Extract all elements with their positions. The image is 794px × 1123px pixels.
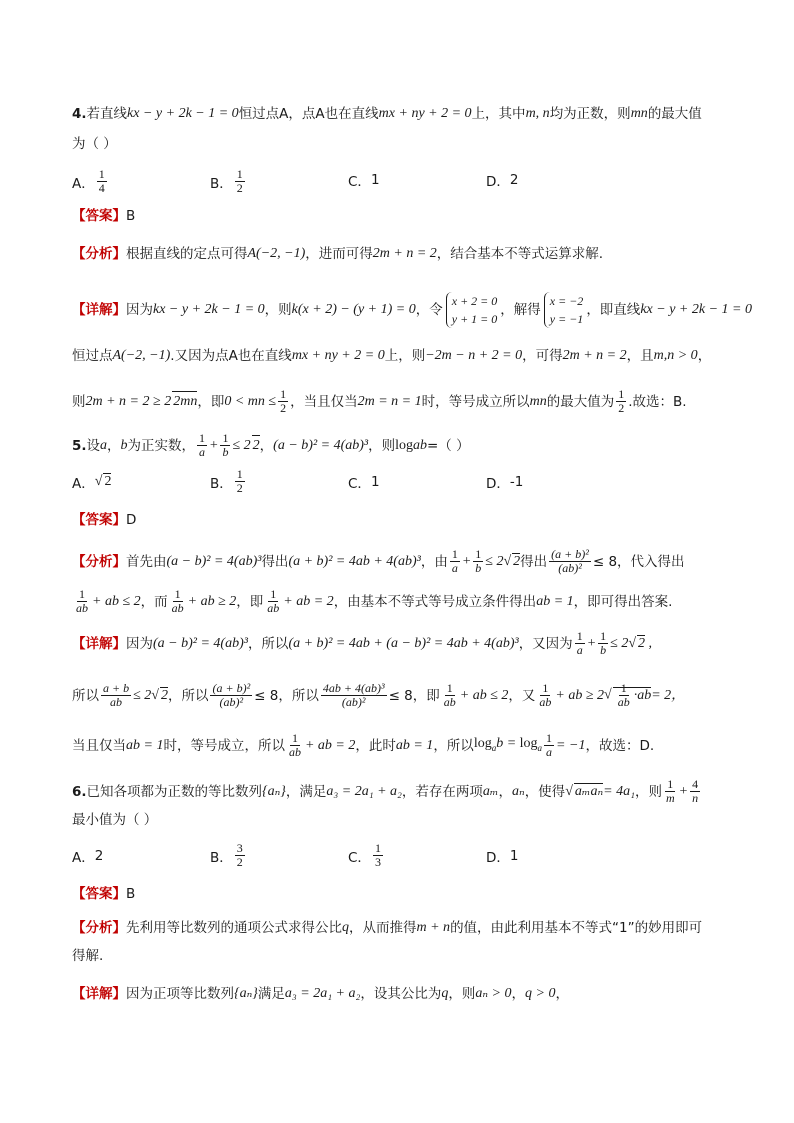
q5-text: 为正实数， [127, 437, 196, 454]
q6-answer [72, 884, 722, 904]
option-text: 1 [509, 848, 519, 864]
analysis-text: ，由 [420, 553, 448, 570]
detail-text: ，所以 [167, 687, 209, 704]
q6-analysis-line2: 得解. [72, 948, 104, 964]
option-letter: A． [72, 175, 95, 192]
analysis-text: ，进而可得 [305, 246, 373, 262]
detail-math: ab = 1 [126, 737, 164, 753]
option-fraction: $\frac{1}{3}$ [374, 841, 381, 869]
equation-system-1: x + 2 = 0 y + 1 = 0 [446, 292, 498, 328]
analysis-text: 根据直线的定点可得 [126, 246, 248, 262]
fraction: $\frac{1}{ab}$ [76, 587, 88, 615]
detail-text: ， [511, 986, 525, 1002]
detail-math: 0 < mn ≤ [224, 393, 277, 409]
option-letter: B． [210, 849, 233, 866]
option-letter: C． [348, 849, 371, 866]
q4-number: 4. [72, 106, 87, 122]
analysis-text: ，而 [140, 593, 168, 610]
q6-text: ，若存在两项 [401, 783, 483, 800]
option-fraction: $\frac{1}{2}$ [236, 167, 243, 195]
q4-analysis [72, 244, 722, 264]
analysis-text: ，结合基本不等式运算求解. [436, 246, 604, 262]
analysis-tag: 【分析】 [72, 246, 126, 262]
option-sqrt: √ 2 [94, 474, 112, 489]
answer-value: D [126, 512, 137, 528]
fraction: $\frac{1}{m}$ [665, 777, 675, 805]
option-letter: A． [72, 850, 95, 866]
detail-text: ，所以 [433, 737, 474, 754]
option-text: 1 [370, 474, 380, 490]
q6-math: a₃ = 2a₁ + a₂ [326, 783, 402, 799]
detail-math: = −1 [556, 737, 586, 753]
fraction: $\frac{1}{a}$ [576, 629, 583, 657]
option-letter: C． [348, 174, 371, 190]
detail-text: 因为 [126, 635, 153, 652]
option-letter: D． [486, 476, 510, 492]
fraction: $\frac{a + b}{ab}$ [103, 681, 130, 709]
analysis-text: 得出 [261, 553, 289, 570]
detail-text: ，则 [448, 986, 476, 1002]
q6-stem-line1: 6. 已知各项都为正数的等比数列 {aₙ} ，满足 a₃ = 2a₁ + a₂ ，若存在两项 aₘ ， aₙ ，使得 √ aₘaₙ = 4a₁ ，则 $\frac{1}{m}$ + $\frac{4}{n}$ [72, 777, 699, 805]
fraction: $\frac{1}{b}$ [475, 547, 482, 575]
fraction: $\frac{1}{ab}$ [443, 681, 456, 709]
analysis-text: 先利用等比数列的通项公式求得公比 [126, 920, 342, 936]
q6-analysis-line1 [72, 918, 722, 938]
q4-option-a[interactable] [72, 168, 109, 195]
detail-math: mn [529, 393, 547, 409]
q6-option-d[interactable] [486, 846, 519, 866]
detail-text: ，又因为 [518, 635, 573, 652]
detail-math: {aₙ} [234, 986, 258, 1001]
detail-math: q > 0 [525, 986, 556, 1001]
detail-text: ≤ 8，所以 [254, 687, 319, 704]
q5-var: b [120, 437, 128, 453]
analysis-math: (a + b)² = 4ab + 4(ab)³ [288, 553, 421, 569]
q5-number: 5. [72, 437, 87, 454]
analysis-math: m + n [416, 920, 451, 935]
q4-option-b[interactable] [210, 168, 247, 195]
detail-math: + ab = 2 [304, 737, 356, 753]
analysis-math: ab = 1 [536, 593, 574, 609]
q5-text: ，则 [368, 437, 396, 454]
q6-math: aₙ [512, 783, 525, 799]
analysis-math: q [342, 920, 349, 935]
fraction: $\frac{\text{(a + b)²}}{\text{(ab)²}}$ [212, 681, 251, 709]
detail-text: ，又 [508, 687, 536, 704]
q6-math: {aₙ} [262, 783, 286, 799]
detail-math: −2m − n + 2 = 0 [425, 348, 523, 363]
detail-math: = 2， [651, 687, 686, 703]
q5-var: a [100, 437, 108, 453]
detail-math: 2m + n = 2 ≥ 2 [85, 393, 172, 409]
analysis-math: 2m + n = 2 [372, 246, 437, 261]
detail-text: 因为正项等比数列 [126, 986, 234, 1002]
q5-detail-line2: 所以 $\frac{a + b}{ab}$ ≤ 2√ 2 ，所以 $\frac{\text{(a + b)²}}{\text{(ab)²}}$ ≤ 8，所以 $\frac{\text{4ab + 4(ab)³}}{\text{(ab)²}}$ ≤ 8，即 $\frac{1}{ab}$ + ab ≤ 2 ，又 $\frac{1}{ab}$ + ab ≥ 2 √ $\frac{1}{ab}$ ·ab = 2， [72, 681, 686, 709]
q6-math: aₘ [482, 783, 499, 799]
q4-equation-2: mx + ny + 2 = 0 [378, 106, 472, 121]
analysis-math: + ab ≤ 2 [92, 593, 141, 609]
q6-option-c[interactable] [348, 842, 385, 869]
fraction: $\frac{1}{ab}$ [288, 731, 301, 759]
q4-stem-line2: 为（ ） [72, 136, 117, 152]
q6-text: 已知各项都为正数的等比数列 [86, 783, 263, 800]
q5-math: ≤ 2 [232, 437, 251, 453]
fraction: $\frac{1}{2}$ [618, 387, 625, 415]
analysis-math: (a − b)² = 4(ab)³ [166, 553, 262, 569]
detail-math: A(−2, −1) [112, 348, 171, 363]
analysis-text: 得出 [520, 553, 548, 570]
answer-tag: 【答案】 [72, 208, 126, 224]
detail-text: 则 [72, 393, 86, 410]
q4-detail-line3 [72, 388, 722, 415]
q5-detail-line1: 【详解】 因为 (a − b)² = 4(ab)³ ，所以 (a + b)² = 4ab + (a − b)² = 4ab + 4(ab)³ ，又因为 $\frac{1}{a}$ + $\frac{1}{b}$ ≤ 2√ 2 , [72, 629, 653, 657]
fraction: $\frac{4}{n}$ [692, 777, 699, 805]
q6-text: ， [498, 783, 512, 800]
q5-log-base: a [413, 437, 420, 453]
option-letter: D． [486, 174, 510, 190]
q5-stem: 5. 设 a ， b 为正实数， $\frac{1}{a}$ + $\frac{1}{b}$ ≤ 2 2 ， (a − b)² = 4(ab)³ ，则 log a b =（ ） [72, 431, 470, 459]
q6-text: ，满足 [285, 783, 327, 800]
answer-tag: 【答案】 [72, 512, 126, 528]
option-letter: A． [72, 476, 95, 492]
q4-stem-line1 [72, 104, 722, 124]
detail-text: 满足 [257, 986, 285, 1002]
detail-math: 2m + n = 2 [562, 348, 627, 363]
q5-option-a[interactable] [72, 472, 111, 492]
q5-option-c[interactable] [348, 472, 380, 492]
q6-option-b[interactable] [210, 842, 247, 869]
detail-text: ，即 [197, 393, 225, 410]
sqrt-expression: 2 [252, 435, 260, 456]
detail-text: 时，等号成立，所以 [163, 737, 285, 754]
q5-math: (a − b)² = 4(ab)³ [273, 437, 369, 453]
analysis-math: + ab ≥ 2 [187, 593, 237, 609]
detail-text: ，所以 [247, 635, 289, 652]
analysis-text: ，即 [236, 593, 264, 610]
q4-text: 恒过点A，点A也在直线 [238, 106, 379, 122]
q5-text: =（ ） [427, 437, 470, 454]
detail-math: + ab ≥ 2 [555, 687, 605, 703]
fraction: $\frac{1}{a}$ [199, 431, 206, 459]
q4-text: 的最大值 [647, 106, 702, 122]
q5-text: 设 [86, 437, 101, 454]
option-letter: B． [210, 475, 233, 492]
fraction: $\frac{1}{a}$ [451, 547, 458, 575]
q4-var-mn2: mn [630, 106, 648, 121]
detail-text: ≤ 8，即 [388, 687, 440, 704]
q6-number: 6. [72, 783, 87, 800]
q5-answer [72, 510, 722, 530]
analysis-text: 的值，由此利用基本不等式“1”的妙用即可 [450, 920, 703, 936]
q5-option-d[interactable] [486, 472, 523, 492]
detail-math: (a + b)² = 4ab + (a − b)² = 4ab + 4(ab)³ [288, 635, 519, 651]
option-letter: D． [486, 850, 510, 866]
detail-text: ，解得 [500, 302, 541, 318]
q5-var: b [420, 437, 427, 453]
q6-option-a[interactable] [72, 846, 103, 866]
fraction: $\frac{1}{a}$ [546, 731, 553, 759]
q5-text: ， [259, 437, 274, 454]
q4-option-c[interactable] [348, 170, 380, 190]
detail-math: aₙ > 0 [475, 986, 512, 1001]
detail-text: ，当且仅当 [290, 393, 358, 410]
detail-text: ，且 [626, 348, 654, 364]
sqrt-expression: 2mn [172, 391, 197, 412]
fraction: $\frac{1}{b}$ [600, 629, 607, 657]
analysis-text: ≤ 8，代入得出 [592, 553, 685, 570]
fraction: $\frac{\text{4ab + 4(ab)³}}{\text{(ab)²}}$ [322, 681, 385, 709]
detail-text: 上，则 [384, 348, 426, 364]
detail-math: q [441, 986, 449, 1001]
q4-var-mn: m, n [525, 106, 550, 121]
analysis-tag: 【分析】 [72, 553, 126, 570]
fraction: $\frac{1}{ab}$ [171, 587, 184, 615]
detail-text: ，故选：D. [585, 737, 655, 754]
detail-text: .故选：B. [628, 393, 687, 410]
option-fraction: $\frac{1}{4}$ [98, 167, 105, 195]
detail-text: ， [697, 348, 712, 364]
q4-text: 若直线 [86, 106, 128, 122]
detail-tag: 【详解】 [72, 302, 126, 318]
analysis-tag: 【分析】 [72, 920, 126, 936]
option-text: 2 [509, 172, 519, 188]
detail-text: ， [555, 986, 569, 1002]
q6-text: ，使得 [524, 783, 566, 800]
q4-option-d[interactable] [486, 170, 519, 190]
detail-text: ，令 [415, 302, 443, 318]
q4-text: 均为正数，则 [549, 106, 631, 122]
option-text: 2 [94, 848, 104, 864]
answer-tag: 【答案】 [72, 886, 126, 902]
q5-option-b[interactable] [210, 468, 247, 495]
option-letter: C． [348, 476, 371, 492]
option-fraction: $\frac{3}{2}$ [236, 841, 243, 869]
detail-tag: 【详解】 [72, 635, 126, 652]
q6-detail-line1 [72, 984, 722, 1004]
detail-text: .又因为点A也在直线 [170, 348, 292, 364]
answer-value: B [126, 886, 136, 902]
analysis-text: 首先由 [126, 553, 167, 570]
detail-math: m,n > 0 [653, 348, 698, 363]
option-fraction: $\frac{1}{2}$ [236, 467, 243, 495]
detail-text: ，可得 [522, 348, 563, 364]
detail-math: (a − b)² = 4(ab)³ [153, 635, 248, 651]
q6-stem-line2: 最小值为（ ） [72, 812, 158, 828]
option-text: -1 [509, 474, 524, 490]
fraction: $\frac{\text{(a + b)²}}{\text{(ab)²}}$ [551, 547, 589, 575]
q5-text: ， [107, 437, 121, 454]
detail-math: a₃ = 2a₁ + a₂ [284, 986, 361, 1001]
answer-value: B [126, 208, 136, 224]
detail-tag: 【详解】 [72, 986, 126, 1002]
detail-math: mx + ny + 2 = 0 [291, 348, 385, 363]
fraction: $\frac{1}{b}$ [222, 431, 229, 459]
detail-text: ，设其公比为 [360, 986, 442, 1002]
detail-text: 因为 [126, 302, 153, 318]
fraction: $\frac{1}{ab}$ [267, 587, 280, 615]
detail-text: ，则 [264, 302, 292, 318]
detail-math: kx − y + 2k − 1 = 0 [153, 302, 265, 317]
q4-detail-line1 [72, 292, 752, 328]
detail-math: ab = 1 [395, 737, 434, 753]
q6-text: ，则 [634, 783, 662, 800]
q5-analysis-line1: 【分析】 首先由 (a − b)² = 4(ab)³ 得出 (a + b)² = 4ab + 4(ab)³ ，由 $\frac{1}{a}$ + $\frac{1}{b}$ ≤ 2√ 2 得出 $\frac{\text{(a + b)²}}{\text{(ab)²}}$ ≤ 8，代入得出 [72, 547, 685, 575]
q4-text: 上，其中 [471, 106, 526, 122]
detail-text: ，此时 [355, 737, 396, 754]
detail-text: 所以 [72, 687, 99, 704]
q6-math: = 4a₁ [603, 783, 635, 799]
analysis-math: A(−2, −1) [247, 246, 306, 261]
detail-text: ，即直线 [586, 302, 641, 318]
analysis-text: ，从而推得 [349, 920, 417, 936]
option-letter: B． [210, 175, 233, 192]
equation-system-2: x = −2 y = −1 [544, 292, 584, 328]
analysis-text: ，由基本不等式等号成立条件得出 [333, 593, 537, 610]
fraction: $\frac{1}{ab}$ [539, 681, 552, 709]
q5-detail-line3: 当且仅当 ab = 1 时，等号成立，所以 $\frac{1}{ab}$ + ab = 2 ，此时 ab = 1 ，所以 $\log_ab = \log_a$ $\frac{1}{a}$ = −1 ，故选：D. [72, 731, 655, 759]
detail-text: 恒过点 [72, 348, 113, 364]
detail-text: 当且仅当 [72, 737, 126, 754]
q4-answer [72, 206, 722, 226]
q4-equation-1: kx − y + 2k − 1 = 0 [127, 106, 239, 121]
option-text: 1 [370, 172, 380, 188]
q4-detail-line2 [72, 346, 722, 366]
analysis-math: + ab = 2 [283, 593, 334, 609]
detail-math: k(x + 2) − (y + 1) = 0 [291, 302, 416, 317]
q5-log: log [395, 437, 413, 453]
detail-text: 的最大值为 [546, 393, 615, 410]
q5-analysis-line2 [72, 588, 722, 615]
analysis-text: ，即可得出答案. [573, 593, 673, 610]
detail-math: kx − y + 2k − 1 = 0 [640, 302, 752, 317]
fraction: $\frac{1}{2}$ [280, 387, 287, 415]
detail-text: 时，等号成立所以 [421, 393, 530, 410]
detail-math: 2m = n = 1 [357, 393, 422, 409]
